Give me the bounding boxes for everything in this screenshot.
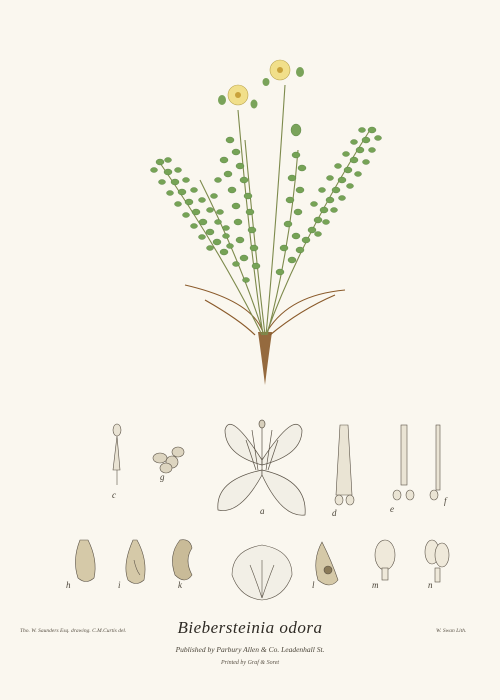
figure-label-n: n: [428, 580, 433, 590]
figure-label-e: e: [390, 504, 394, 514]
figure-f-stamen: [430, 425, 440, 500]
figure-e-stamen: [393, 425, 414, 500]
figure-i-seed: [126, 540, 145, 584]
species-title: Biebersteinia odora: [177, 618, 323, 637]
figure-label-f: f: [444, 496, 447, 506]
figure-l-seed: [316, 542, 338, 585]
figure-k-seed: [172, 540, 192, 580]
flower-bud: [291, 124, 301, 136]
figure-label-g: g: [160, 472, 165, 482]
figure-h-seed: [75, 540, 95, 582]
root-base: [258, 332, 272, 385]
artist-credit: Tho. W. Saunders Esq. drawing. C.M.Curtis del.: [20, 628, 127, 634]
figure-n-embryo: [425, 540, 449, 582]
figure-label-c: c: [112, 490, 116, 500]
figure-label-d: d: [332, 508, 337, 518]
figure-g-fruit: [153, 447, 184, 473]
leaf-fronds: [151, 127, 382, 283]
figure-c-pistil: [113, 424, 121, 485]
figure-label-l: l: [312, 580, 315, 590]
flower-left: [218, 85, 258, 109]
figure-petal: [232, 545, 292, 600]
publisher-line: Published by Parbury Allen & Co. Leadenhall St.: [175, 645, 325, 654]
figure-label-k: k: [178, 580, 182, 590]
figure-a-flower: [218, 420, 305, 515]
figure-label-m: m: [372, 580, 379, 590]
printer-line: Printed by Graf & Soret: [220, 660, 280, 666]
figure-m-embryo: [375, 540, 395, 580]
figure-d-stamens: [335, 425, 354, 505]
flower-right: [263, 60, 305, 86]
plant-illustration: [151, 60, 382, 385]
figure-label-h: h: [66, 580, 71, 590]
lithographer-credit: W. Swan Lith.: [436, 628, 467, 634]
figure-label-a: a: [260, 506, 265, 516]
figure-label-i: i: [118, 580, 121, 590]
